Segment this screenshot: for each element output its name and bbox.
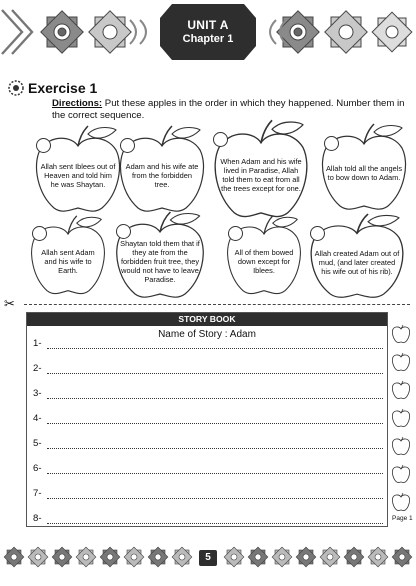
apple-card xyxy=(110,210,210,302)
row-number: 1- xyxy=(33,338,42,349)
exercise-bullet-icon xyxy=(8,80,24,96)
chapter-title: Chapter 1 xyxy=(182,33,234,45)
mini-apple-icon xyxy=(391,380,411,400)
mini-apple-icon xyxy=(391,436,411,456)
apple-text: All of them bowed down except for Iblees. xyxy=(234,247,294,275)
row-number: 8- xyxy=(33,513,42,524)
mini-apple-icon xyxy=(391,464,411,484)
row-number: 2- xyxy=(33,363,42,374)
mini-apple-icon xyxy=(391,352,411,372)
writing-line[interactable] xyxy=(47,414,383,424)
writing-line[interactable] xyxy=(47,364,383,374)
exercise-header xyxy=(8,80,97,96)
cut-line xyxy=(0,296,416,311)
story-row[interactable] xyxy=(33,385,383,399)
story-row[interactable] xyxy=(33,485,383,499)
directions-label: Directions: xyxy=(52,98,103,109)
unit-badge xyxy=(160,4,256,60)
row-number: 3- xyxy=(33,388,42,399)
apple-card xyxy=(30,124,126,216)
mini-apple-icon xyxy=(391,324,411,344)
apple-card xyxy=(26,214,110,298)
page-number: 5 xyxy=(199,550,217,566)
writing-line[interactable] xyxy=(47,389,383,399)
story-name: Name of Story : Adam xyxy=(158,329,256,340)
apple-card xyxy=(316,122,412,214)
story-row[interactable] xyxy=(33,435,383,449)
writing-line[interactable] xyxy=(47,464,383,474)
story-row[interactable] xyxy=(33,360,383,374)
mini-apple-icon xyxy=(391,492,411,512)
writing-line[interactable] xyxy=(47,514,383,524)
apple-text: Allah told all the angels to bow down to Adam. xyxy=(326,164,403,182)
apple-card xyxy=(208,118,314,222)
row-number: 6- xyxy=(33,463,42,474)
story-row[interactable] xyxy=(33,510,383,524)
story-book-panel xyxy=(26,312,388,527)
story-row[interactable] xyxy=(33,335,383,349)
story-book-heading: STORY BOOK xyxy=(27,313,387,326)
row-number: 5- xyxy=(33,438,42,449)
apple-text: Allah sent Iblees out of Heaven and told him he was Shaytan. xyxy=(40,161,116,189)
row-number: 7- xyxy=(33,488,42,499)
apple-card xyxy=(222,214,306,298)
apple-card xyxy=(304,212,410,302)
page-label: Page 1 xyxy=(392,515,413,522)
directions-text: Put these apples in the order in which they happened. Number them in the correct sequence. xyxy=(52,98,405,121)
scissors-icon: ✂ xyxy=(4,296,15,311)
writing-line[interactable] xyxy=(47,439,383,449)
unit-title: UNIT A xyxy=(187,18,229,32)
exercise-title: Exercise 1 xyxy=(28,80,98,96)
story-row[interactable] xyxy=(33,460,383,474)
apple-text: Adam and his wife ate from the forbidden tree. xyxy=(125,161,199,189)
dashed-divider xyxy=(24,304,410,305)
apple-text: Shaytan told them that if they ate from the forbidden fruit tree, they would not have to leave Paradise. xyxy=(120,238,200,284)
apple-text: Allah created Adam out of mud, (and later created his wife out of his rib). xyxy=(314,248,400,276)
writing-line[interactable] xyxy=(47,489,383,499)
mini-apple-icon xyxy=(391,408,411,428)
apple-text: Allah sent Adam and his wife to Earth. xyxy=(41,247,95,275)
story-row[interactable] xyxy=(33,410,383,424)
apple-card xyxy=(114,124,210,216)
writing-line[interactable] xyxy=(47,339,383,349)
apple-text: When Adam and his wife lived in Paradise, Allah told them to eat from all the trees except for one. xyxy=(220,157,302,193)
row-number: 4- xyxy=(33,413,42,424)
